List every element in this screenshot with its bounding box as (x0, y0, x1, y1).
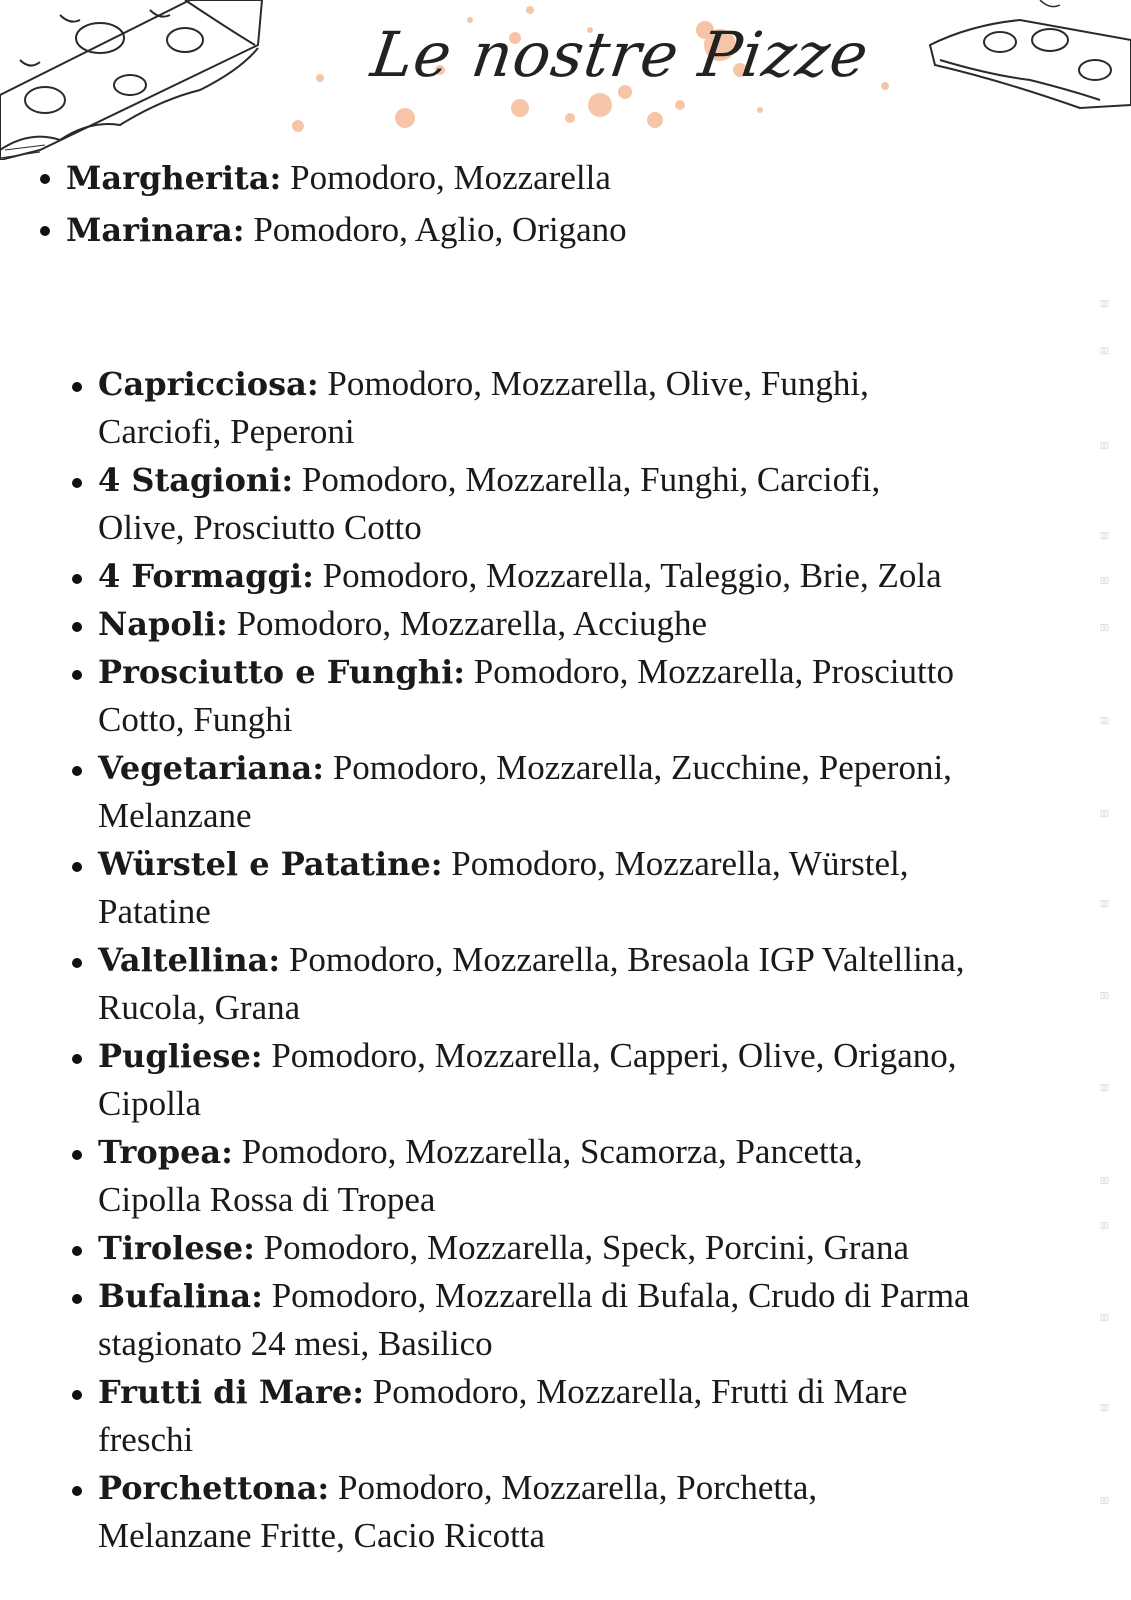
pizza-ingredients: Pomodoro, Aglio, Origano (253, 210, 627, 249)
faded-price-mark: ▯▯ (1100, 1175, 1108, 1185)
pizza-name: Napoli: (98, 605, 228, 643)
pizza-ingredients: Pomodoro, Mozzarella, Capperi, Olive, Origano, Cipolla (98, 1036, 957, 1123)
pizza-ingredients: Pomodoro, Mozzarella, Würstel, Patatine (98, 844, 909, 931)
pizza-ingredients: Pomodoro, Mozzarella, Frutti di Mare freschi (98, 1372, 908, 1459)
list-item (70, 1464, 970, 1560)
pizze-base-list (38, 152, 938, 256)
pizza-name: Tropea: (98, 1133, 233, 1171)
pizza-ingredients: Pomodoro, Mozzarella, Olive, Funghi, Carciofi, Peperoni (98, 364, 869, 451)
list-item (70, 1032, 970, 1128)
pizza-name: Valtellina: (98, 941, 281, 979)
faded-price-mark: ▯▯ (1100, 575, 1108, 585)
faded-price-mark: ▯▯ (1100, 1402, 1108, 1412)
price-column-faded (1100, 0, 1131, 1600)
pizza-ingredients: Pomodoro, Mozzarella, Scamorza, Pancetta, Cipolla Rossa di Tropea (98, 1132, 863, 1219)
faded-price-mark: ▯▯ (1100, 1082, 1108, 1092)
list-item (70, 1224, 970, 1272)
pizza-ingredients: Pomodoro, Mozzarella, Zucchine, Peperoni, Melanzane (98, 748, 952, 835)
pizza-name: 4 Formaggi: (98, 557, 314, 595)
pizza-ingredients: Pomodoro, Mozzarella, Funghi, Carciofi, Olive, Prosciutto Cotto (98, 460, 881, 547)
pizza-ingredients: Pomodoro, Mozzarella, Bresaola IGP Valtellina, Rucola, Grana (98, 940, 965, 1027)
list-item (38, 204, 938, 256)
list-item (70, 936, 970, 1032)
pizza-name: Porchettona: (98, 1469, 330, 1507)
faded-price-mark: ▯▯ (1100, 298, 1108, 308)
list-item (70, 1368, 970, 1464)
pizza-name: Tirolese: (98, 1229, 255, 1267)
faded-price-mark: ▯▯ (1100, 440, 1108, 450)
pizza-ingredients: Pomodoro, Mozzarella, Acciughe (236, 604, 707, 643)
pizza-ingredients: Pomodoro, Mozzarella, Prosciutto Cotto, Funghi (98, 652, 954, 739)
list-item (70, 744, 970, 840)
pizza-ingredients: Pomodoro, Mozzarella, Speck, Porcini, Grana (263, 1228, 910, 1267)
pizza-name: Capricciosa: (98, 365, 319, 403)
list-item (70, 600, 970, 648)
pizza-name: Marinara: (66, 211, 245, 249)
header (0, 0, 1131, 160)
faded-price-mark: ▯▯ (1100, 1220, 1108, 1230)
list-item (70, 456, 970, 552)
page-title: Le nostre Pizze (366, 18, 874, 91)
pizza-name: Prosciutto e Funghi: (98, 653, 466, 691)
pizza-slice-left-icon (0, 0, 262, 160)
pizze-speciali-list (70, 360, 970, 1560)
pizza-ingredients: Pomodoro, Mozzarella (290, 158, 611, 197)
faded-price-mark: ▯▯ (1100, 530, 1108, 540)
pizza-ingredients: Pomodoro, Mozzarella di Bufala, Crudo di Parma stagionato 24 mesi, Basilico (98, 1276, 970, 1363)
faded-price-mark: ▯▯ (1100, 1495, 1108, 1505)
faded-price-mark: ▯▯ (1100, 622, 1108, 632)
faded-price-mark: ▯▯ (1100, 345, 1108, 355)
pizza-name: 4 Stagioni: (98, 461, 294, 499)
list-item (70, 840, 970, 936)
pizza-name: Frutti di Mare: (98, 1373, 364, 1411)
list-item (70, 360, 970, 456)
faded-price-mark: ▯▯ (1100, 898, 1108, 908)
pizza-name: Margherita: (66, 159, 282, 197)
list-item (38, 152, 938, 204)
pizza-name: Vegetariana: (98, 749, 325, 787)
list-item (70, 1272, 970, 1368)
pizza-name: Bufalina: (98, 1277, 263, 1315)
faded-price-mark: ▯▯ (1100, 808, 1108, 818)
pizza-name: Pugliese: (98, 1037, 263, 1075)
faded-price-mark: ▯▯ (1100, 990, 1108, 1000)
pizza-name: Würstel e Patatine: (98, 845, 443, 883)
list-item (70, 552, 970, 600)
list-item (70, 1128, 970, 1224)
list-item (70, 648, 970, 744)
pizza-ingredients: Pomodoro, Mozzarella, Porchetta, Melanzane Fritte, Cacio Ricotta (98, 1468, 818, 1555)
faded-price-mark: ▯▯ (1100, 715, 1108, 725)
faded-price-mark: ▯▯ (1100, 1312, 1108, 1322)
pizza-ingredients: Pomodoro, Mozzarella, Taleggio, Brie, Zola (322, 556, 942, 595)
